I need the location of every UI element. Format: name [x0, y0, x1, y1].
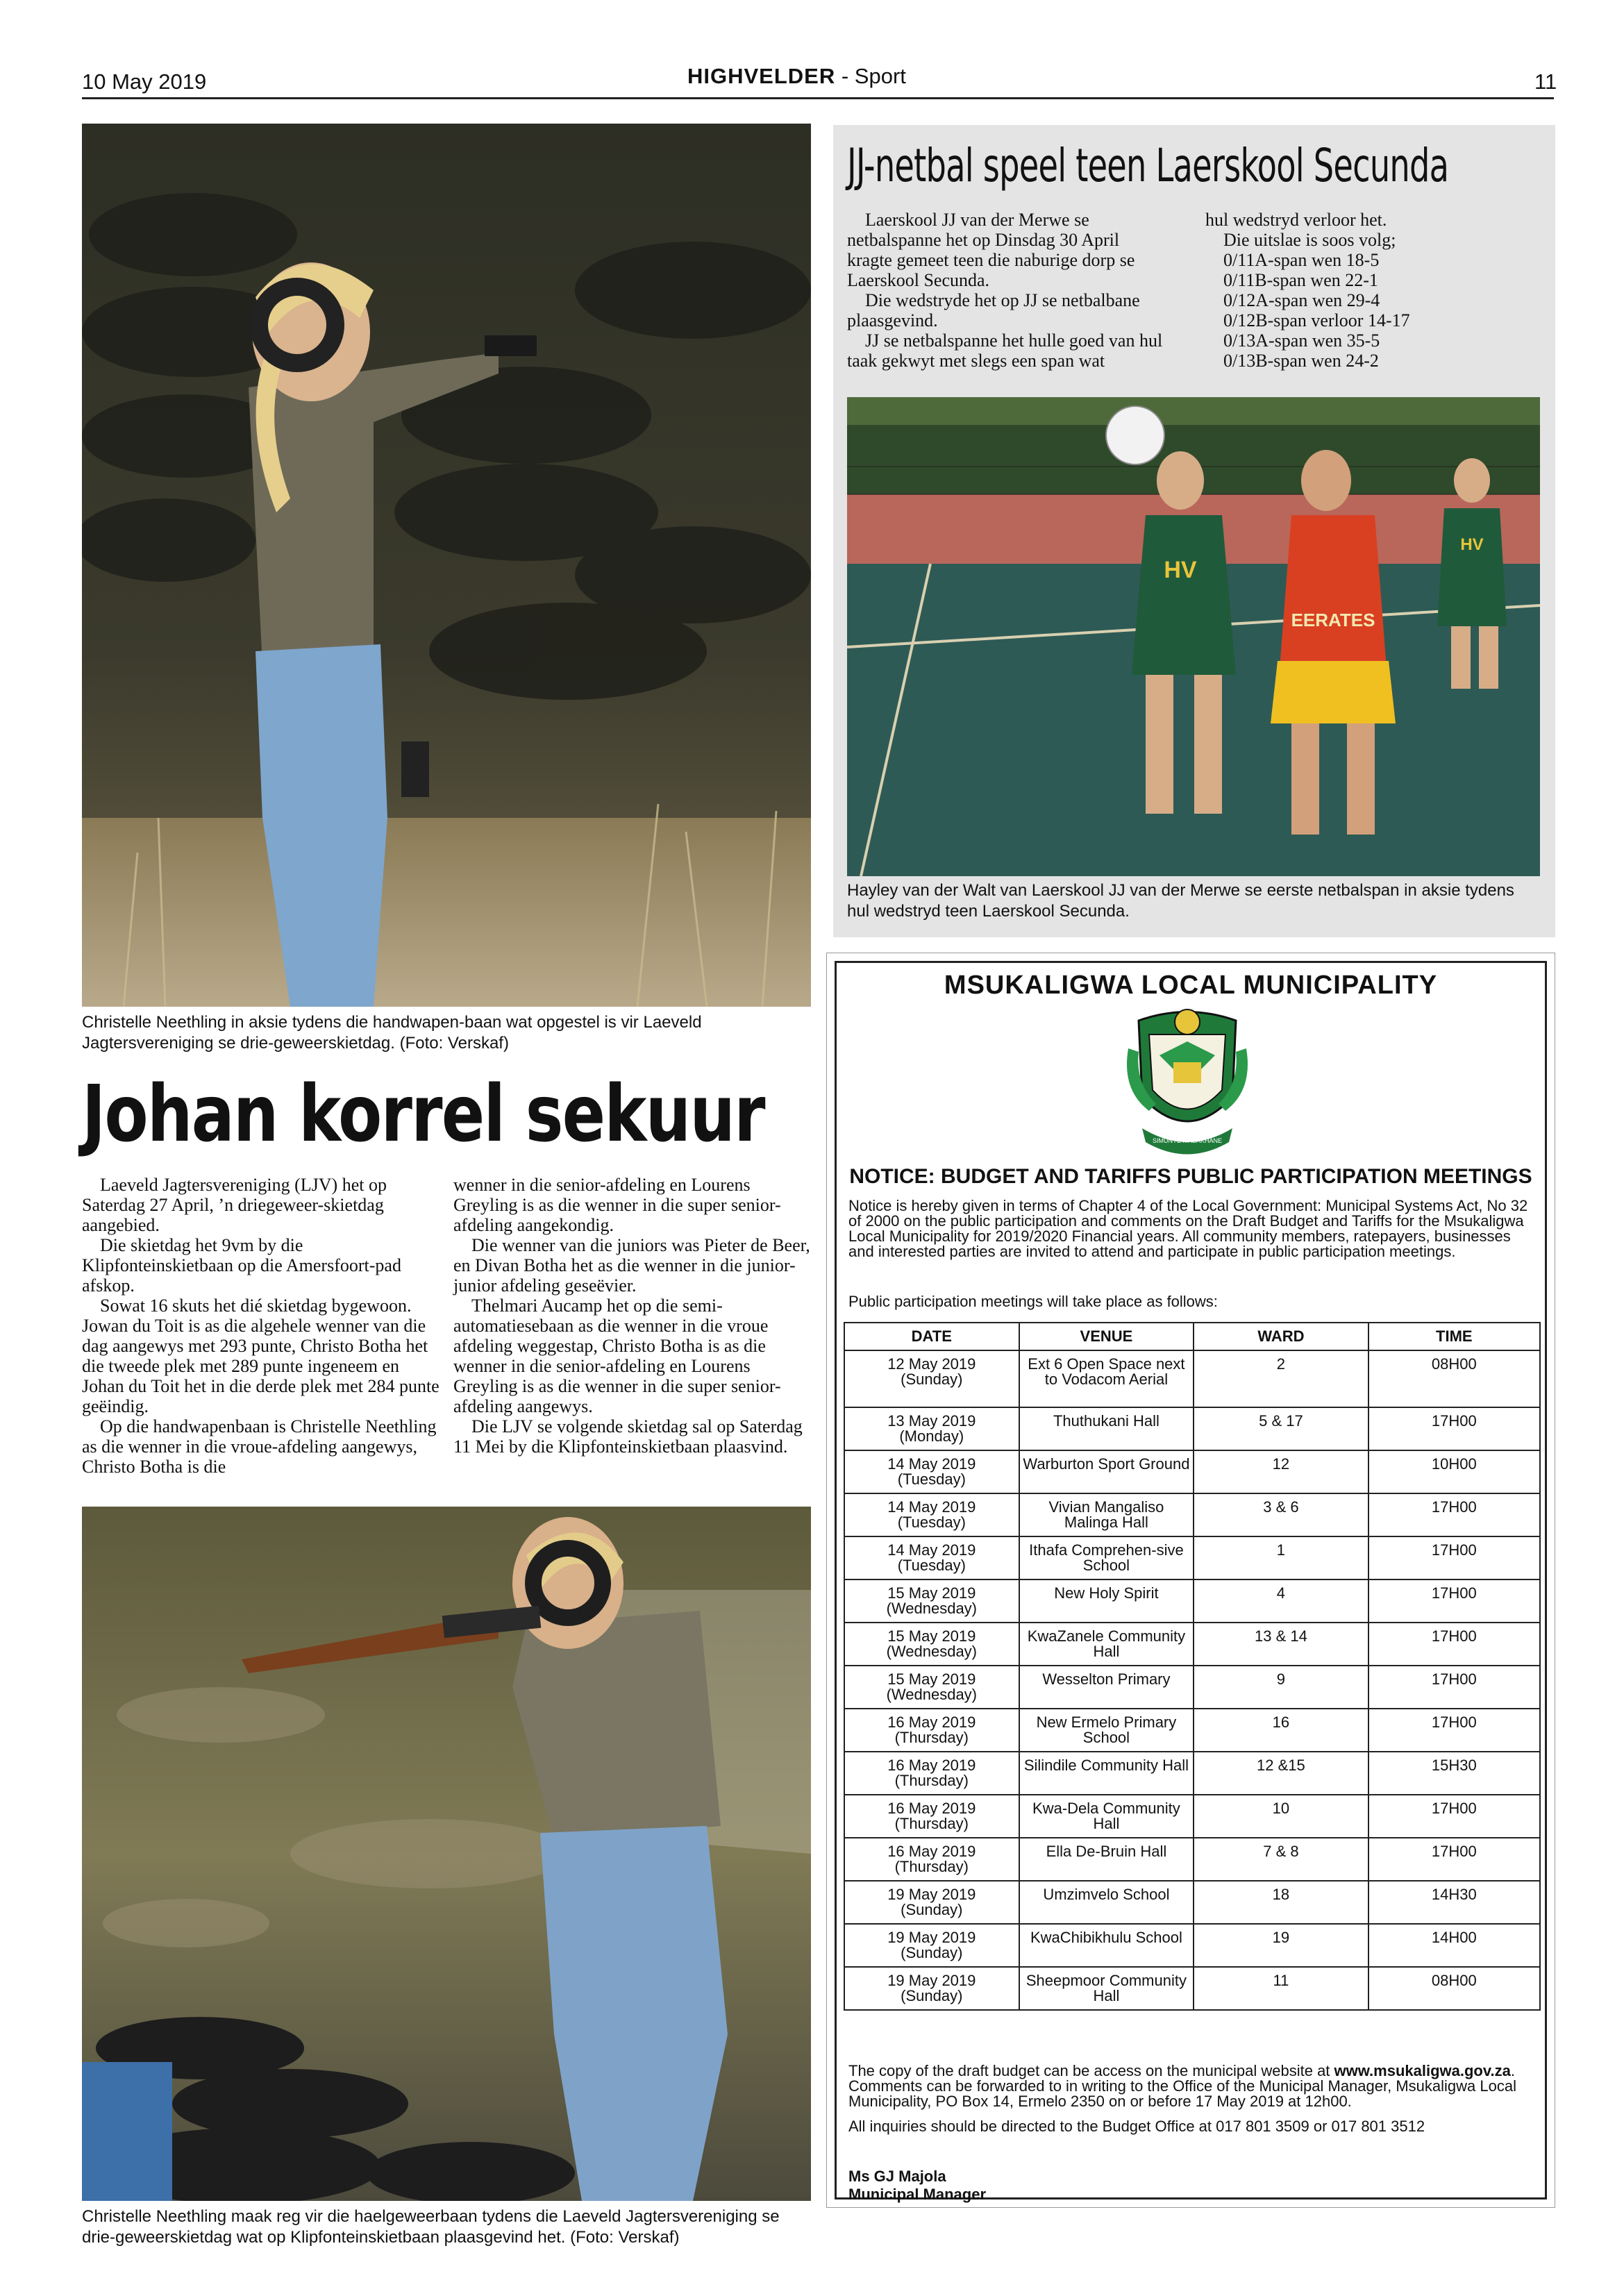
ward-cell: 2 — [1194, 1350, 1368, 1407]
ward-cell: 7 & 8 — [1194, 1838, 1368, 1881]
crest-motto: SIMUNYE MASAKHANE — [1152, 1137, 1223, 1144]
ward-cell: 18 — [1194, 1881, 1368, 1924]
notice-footer — [848, 2063, 1536, 2144]
header-rule — [82, 97, 1554, 99]
table-row — [844, 1450, 1540, 1493]
table-row — [844, 1350, 1540, 1407]
ward-cell: 3 & 6 — [1194, 1493, 1368, 1536]
venue-cell: KwaZanele Community Hall — [1019, 1623, 1194, 1666]
page-number: 11 — [1534, 69, 1557, 94]
date-cell: 15 May 2019 (Wednesday) — [844, 1579, 1019, 1623]
ward-cell: 9 — [1194, 1666, 1368, 1709]
netball-paragraph: hul wedstryd verloor het. — [1205, 210, 1387, 230]
shooting-paragraph: Laeveld Jagtersvereniging (LJV) het op Saterdag 27 April, ’n driegeweer-skietdag aangebied. — [82, 1175, 387, 1235]
column-header-ward: WARD — [1194, 1323, 1368, 1350]
date-cell: 16 May 2019 (Thursday) — [844, 1838, 1019, 1881]
time-cell: 17H00 — [1368, 1795, 1540, 1838]
date-cell: 14 May 2019 (Tuesday) — [844, 1536, 1019, 1579]
netball-column-1 — [847, 210, 1166, 371]
meeting-schedule-table — [844, 1322, 1541, 2011]
result-line: 0/11A-span wen 18-5 — [1223, 250, 1380, 270]
time-cell: 17H00 — [1368, 1407, 1540, 1450]
venue-cell: KwaChibikhulu School — [1019, 1924, 1194, 1967]
table-row — [844, 1752, 1540, 1795]
netball-paragraph: Laerskool JJ van der Merwe se netbalspanne het op Dinsdag 30 April kragte gemeet teen die naburige dorp se Laerskool Secunda. — [847, 210, 1135, 290]
ward-cell: 11 — [1194, 1967, 1368, 2010]
time-cell: 17H00 — [1368, 1493, 1540, 1536]
date-cell: 19 May 2019 (Sunday) — [844, 1924, 1019, 1967]
venue-cell: New Ermelo Primary School — [1019, 1709, 1194, 1752]
notice-intro: Notice is hereby given in terms of Chapter 4 of the Local Government: Municipal Systems Act, No 32 of 2000 on the public participation and comments on the Draft Budget and Tariffs for the Msukaligwa Local Municipality for 2019/2020 Financial years. All community members, ratepayers, businesses and interested parties are invited to attend and participate in public participation meetings. — [848, 1197, 1528, 1260]
shooting-paragraph: Sowat 16 skuts het dié skietdag bygewoon. Jowan du Toit is as die algehele wenner van die dag aangewys met 293 punte, Christo Botha het die tweede plek met 289 punte ingeneem en Johan du Toit het in die derde plek met 284 punte geëindig. — [82, 1296, 440, 1416]
shooting-paragraph: Thelmari Aucamp het op die semi-automatiesebaan as die wenner in die vroue afdeling weggestap, Christo Botha is as die wenner in die senior-afdeling en Lourens Greyling is as die wenner in die super senior-afdeling aangewys. — [453, 1296, 781, 1416]
result-line: 0/12A-span wen 29-4 — [1223, 290, 1380, 310]
ward-cell: 12 — [1194, 1450, 1368, 1493]
table-row — [844, 1623, 1540, 1666]
shooting-paragraph: Die wenner van die juniors was Pieter de Beer, en Divan Botha het as die wenner in die junior-junior afdeling geseëvier. — [453, 1235, 810, 1296]
column-header-date: DATE — [844, 1323, 1019, 1350]
time-cell: 15H30 — [1368, 1752, 1540, 1795]
handgun-photo — [82, 124, 811, 1007]
date-cell: 16 May 2019 (Thursday) — [844, 1795, 1019, 1838]
time-cell: 17H00 — [1368, 1536, 1540, 1579]
shooting-column-1 — [82, 1175, 440, 1477]
table-row — [844, 1881, 1540, 1924]
date-cell: 19 May 2019 (Sunday) — [844, 1967, 1019, 2010]
ward-cell: 13 & 14 — [1194, 1623, 1368, 1666]
time-cell: 17H00 — [1368, 1579, 1540, 1623]
time-cell: 14H30 — [1368, 1881, 1540, 1924]
venue-cell: Umzimvelo School — [1019, 1881, 1194, 1924]
date-cell: 14 May 2019 (Tuesday) — [844, 1493, 1019, 1536]
notice-title: NOTICE: BUDGET AND TARIFFS PUBLIC PARTICIPATION MEETINGS — [849, 1165, 1532, 1188]
time-cell: 17H00 — [1368, 1623, 1540, 1666]
venue-cell: New Holy Spirit — [1019, 1579, 1194, 1623]
ward-cell: 5 & 17 — [1194, 1407, 1368, 1450]
column-header-time: TIME — [1368, 1323, 1540, 1350]
netball-paragraph: Die wedstryde het op JJ se netbalbane plaasgevind. — [847, 290, 1140, 330]
date-cell: 15 May 2019 (Wednesday) — [844, 1666, 1019, 1709]
venue-cell: Warburton Sport Ground — [1019, 1450, 1194, 1493]
netball-paragraph: JJ se netbalspanne het hulle goed van hul taak gekwyt met slegs een span wat — [847, 330, 1163, 371]
ward-cell: 1 — [1194, 1536, 1368, 1579]
netball-column-2 — [1205, 210, 1525, 371]
municipal-website-link[interactable]: www.msukaligwa.gov.za — [1334, 2062, 1511, 2079]
venue-cell: Vivian Mangaliso Malinga Hall — [1019, 1493, 1194, 1536]
table-row — [844, 1666, 1540, 1709]
netball-headline: JJ-netbal speel teen Laerskool Secunda — [847, 139, 1449, 192]
table-row — [844, 1709, 1540, 1752]
time-cell: 08H00 — [1368, 1967, 1540, 2010]
date-cell: 14 May 2019 (Tuesday) — [844, 1450, 1019, 1493]
shooting-paragraph: Die LJV se volgende skietdag sal op Saterdag 11 Mei by die Klipfonteinskietbaan plaasvind. — [453, 1416, 803, 1457]
time-cell: 17H00 — [1368, 1709, 1540, 1752]
shooting-headline: Johan korrel sekuur — [82, 1069, 764, 1159]
ward-cell: 19 — [1194, 1924, 1368, 1967]
ward-cell: 12 &15 — [1194, 1752, 1368, 1795]
signatory-name: Ms GJ Majola — [848, 2168, 946, 2185]
municipality-name: MSUKALIGWA LOCAL MUNICIPALITY — [944, 971, 1438, 1000]
shooting-column-2 — [453, 1175, 811, 1457]
shotgun-photo — [82, 1507, 811, 2201]
date-cell: 12 May 2019 (Sunday) — [844, 1350, 1019, 1407]
date-cell: 16 May 2019 (Thursday) — [844, 1709, 1019, 1752]
netball-caption: Hayley van der Walt van Laerskool JJ van der Merwe se eerste netbalspan in aksie tydens hul wedstryd teen Laerskool Secunda. — [847, 881, 1514, 921]
paper-name: HIGHVELDER — [687, 64, 836, 88]
shotgun-caption: Christelle Neethling maak reg vir die haelgeweerbaan tydens die Laeveld Jagtersvereniging se drie-geweerskietdag wat op Klipfonteinskietbaan plaasgevind het. (Foto: Verskaf) — [82, 2207, 780, 2247]
column-header-venue: VENUE — [1019, 1323, 1194, 1350]
venue-cell: Thuthukani Hall — [1019, 1407, 1194, 1450]
shooting-paragraph: wenner in die senior-afdeling en Lourens Greyling is as die wenner in die super senior-afdeling aangekondig. — [453, 1175, 781, 1235]
date-cell: 19 May 2019 (Sunday) — [844, 1881, 1019, 1924]
venue-cell: Wesselton Primary — [1019, 1666, 1194, 1709]
ward-cell: 16 — [1194, 1709, 1368, 1752]
result-line: 0/12B-span verloor 14-17 — [1223, 310, 1410, 330]
venue-cell: Silindile Community Hall — [1019, 1752, 1194, 1795]
signatory-title: Municipal Manager — [848, 2186, 987, 2203]
handgun-caption: Christelle Neethling in aksie tydens die handwapen-baan wat opgestel is vir Laeveld Jagtersvereniging se drie-geweerskietdag. (Foto: Verskaf) — [82, 1013, 702, 1053]
table-row — [844, 1967, 1540, 2010]
masthead — [687, 64, 906, 89]
venue-cell: Ella De-Bruin Hall — [1019, 1838, 1194, 1881]
result-line: 0/13A-span wen 35-5 — [1223, 330, 1380, 351]
table-row — [844, 1493, 1540, 1536]
section-name: - Sport — [835, 64, 906, 88]
ward-cell: 10 — [1194, 1795, 1368, 1838]
table-row — [844, 1536, 1540, 1579]
date-cell: 15 May 2019 (Wednesday) — [844, 1623, 1019, 1666]
venue-cell: Kwa-Dela Community Hall — [1019, 1795, 1194, 1838]
venue-cell: Ithafa Comprehen-sive School — [1019, 1536, 1194, 1579]
jersey-hv-left: HV — [1164, 557, 1197, 583]
table-row — [844, 1795, 1540, 1838]
results-intro: Die uitslae is soos volg; — [1223, 230, 1396, 250]
table-row — [844, 1838, 1540, 1881]
date-cell: 13 May 2019 (Monday) — [844, 1407, 1019, 1450]
netball-photo — [847, 397, 1540, 876]
notice-intro-schedule: Public participation meetings will take place as follows: — [848, 1293, 1218, 1310]
inquiries-note: All inquiries should be directed to the Budget Office at 017 801 3509 or 017 801 3512 — [848, 2118, 1425, 2135]
issue-date: 10 May 2019 — [82, 69, 207, 94]
venue-cell: Ext 6 Open Space next to Vodacom Aerial — [1019, 1350, 1194, 1407]
result-line: 0/11B-span wen 22-1 — [1223, 270, 1378, 290]
table-row — [844, 1924, 1540, 1967]
time-cell: 10H00 — [1368, 1450, 1540, 1493]
table-row — [844, 1407, 1540, 1450]
time-cell: 17H00 — [1368, 1666, 1540, 1709]
ward-cell: 4 — [1194, 1579, 1368, 1623]
time-cell: 14H00 — [1368, 1924, 1540, 1967]
draft-budget-note: The copy of the draft budget can be access on the municipal website at www.msukaligwa.gov.za. Comments can be forwarded to in writing to the Office of the Municipal Manager, Msukaligwa Local Municipality, PO Box 14, Ermelo 2350 on or before 17 May 2019 at 12h00. — [848, 2062, 1516, 2110]
shooting-paragraph: Op die handwapenbaan is Christelle Neethling as die wenner in die vroue-afdeling aangewys, Christo Botha is die — [82, 1416, 437, 1477]
date-cell: 16 May 2019 (Thursday) — [844, 1752, 1019, 1795]
shooting-paragraph: Die skietdag het 9vm by die Klipfonteinskietbaan op die Amersfoort-pad afskop. — [82, 1235, 401, 1296]
municipal-crest-icon — [1125, 1007, 1250, 1159]
time-cell: 08H00 — [1368, 1350, 1540, 1407]
venue-cell: Sheepmoor Community Hall — [1019, 1967, 1194, 2010]
result-line: 0/13B-span wen 24-2 — [1223, 351, 1379, 371]
table-header-row — [844, 1323, 1540, 1350]
time-cell: 17H00 — [1368, 1838, 1540, 1881]
table-row — [844, 1579, 1540, 1623]
jersey-hv-right: HV — [1460, 535, 1484, 554]
jersey-red-label: EERATES — [1291, 610, 1375, 630]
